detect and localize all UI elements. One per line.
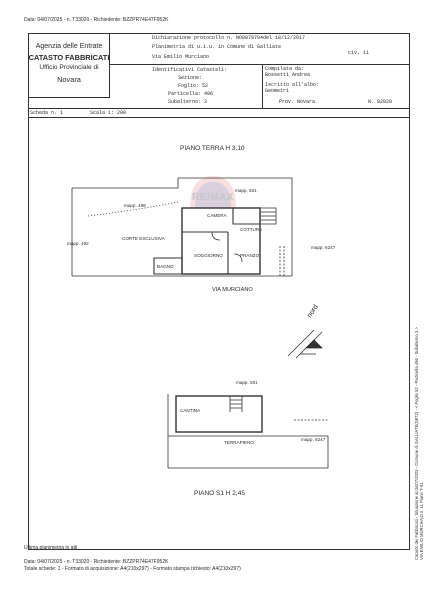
room-soggiorno: SOGGIORNO xyxy=(194,253,223,258)
numero-albo: N. 02020 xyxy=(368,99,393,105)
mapp-6247-bottom: mapp. 6247 xyxy=(301,437,326,442)
room-camera: CAMERA xyxy=(207,213,227,218)
subalterno: Subalterno: 3 xyxy=(168,99,208,105)
mapp-6247: mapp. 6247 xyxy=(311,245,336,250)
north-arrow xyxy=(284,318,340,362)
watermark-text: RE/MAX xyxy=(192,192,234,203)
room-corte: CORTE ESCLUSIVA xyxy=(122,236,165,241)
civico: civ. 11 xyxy=(348,50,370,56)
ground-floor-plan xyxy=(28,150,410,330)
north-label: nord xyxy=(306,303,320,320)
particella: Particella: 496 xyxy=(168,91,214,97)
agency-block xyxy=(28,33,110,97)
sezione: Sezione: xyxy=(178,75,203,81)
ultima-planimetria: Ultima planimetria in atti xyxy=(24,545,78,551)
identificativi: Identificativi Catastali: xyxy=(152,67,228,73)
city-name: Novara xyxy=(57,75,81,84)
mapp-501-top: mapp. 501 xyxy=(235,188,257,193)
mapp-492: mapp. 492 xyxy=(67,241,89,246)
iscritto: Iscritto all'albo: xyxy=(265,82,320,88)
side-text-right: Catasto dei Fabbricati - Situazione al 04/07/2025 - Comune di GALLIATE(D872) - < Foglio 52 - Particella 496 - Subalterno 3 > xyxy=(414,327,419,560)
scala: Scala 1: 200 xyxy=(90,110,127,116)
footer-line-1: Data: 04/07/2025 - n. T33020 - Richiedente: BZZPR74E47F952K xyxy=(24,559,169,565)
scheda: Scheda n. 1 xyxy=(30,110,64,116)
room-cantina: CANTINA xyxy=(180,408,201,413)
side-text-right-2: VIA EMILIO MURCIANO n. 11 Piano T-S1 xyxy=(419,482,424,560)
room-cottura: COTTURA xyxy=(240,227,263,232)
mapp-488: mapp. 488 xyxy=(124,203,146,208)
foglio: Foglio: 52 xyxy=(178,83,209,89)
albo: Geometri xyxy=(265,88,290,94)
basement-plan xyxy=(28,380,410,480)
footer-line-2: Totale schede: 1 - Formato di acquisizione: A4(210x297) - Formato stampa richiesto: A4(210x297) xyxy=(24,566,241,572)
planimetria: Planimetria di u.i.u. in Comune di Galliate xyxy=(152,44,282,50)
ground-floor-title: PIANO TERRA H 3,10 xyxy=(180,145,245,152)
catasto-fabbricati: CATASTO FABBRICATI xyxy=(28,53,110,62)
compilatore: Bossetti Andrea xyxy=(265,72,311,78)
dichiarazione: Dichiarazione protocollo n. NO0079704del 18/12/2017 xyxy=(152,35,306,41)
agency-name: Agenzia delle Entrate xyxy=(35,43,103,50)
room-terrapieno: TERRAPIENO xyxy=(224,440,254,445)
provincia: Prov. Novara xyxy=(279,99,316,105)
room-bagno: BAGNO xyxy=(157,264,174,269)
mapp-501-bottom: mapp. 501 xyxy=(236,380,258,385)
top-meta: Data: 04/07/2025 - n. T33020 - Richiedente: BZZPR74E47F952K xyxy=(24,17,169,23)
basement-floor-title: PIANO S1 H 2,45 xyxy=(194,490,245,497)
room-pranzo: PRANZO xyxy=(240,253,260,258)
via: Via Emilio Murciano xyxy=(152,54,210,60)
ufficio-provinciale: Ufficio Provinciale di xyxy=(39,64,99,71)
compilata-da: Compilata da: xyxy=(265,66,305,72)
street-name: VIA MURCIANO xyxy=(212,287,253,293)
